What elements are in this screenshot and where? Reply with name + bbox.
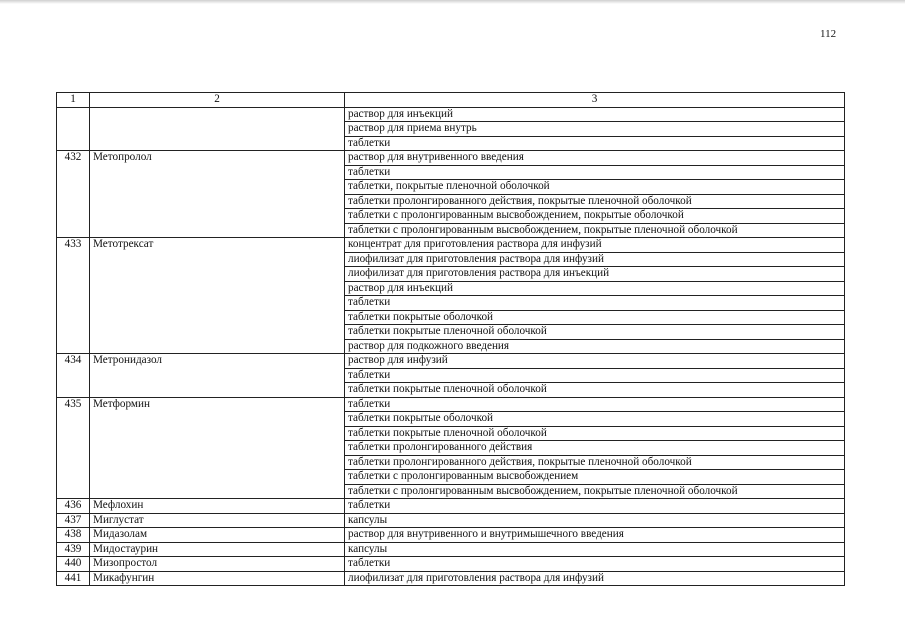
dosage-form: раствор для инфузий xyxy=(345,354,845,369)
dosage-form: таблетки xyxy=(345,136,845,151)
dosage-form: раствор для приема внутрь xyxy=(345,122,845,137)
drug-number: 435 xyxy=(57,397,90,499)
dosage-form: таблетки xyxy=(345,499,845,514)
table-row xyxy=(57,557,845,572)
dosage-form: раствор для инъекций xyxy=(345,107,845,122)
table-row xyxy=(57,528,845,543)
drug-table xyxy=(56,92,845,586)
dosage-form: лиофилизат для приготовления раствора для инфузий xyxy=(345,571,845,586)
drug-name: Метформин xyxy=(90,397,345,499)
dosage-form: таблетки, покрытые пленочной оболочкой xyxy=(345,180,845,195)
drug-name: Микафунгин xyxy=(90,571,345,586)
header-col-3: 3 xyxy=(345,93,845,108)
table-row xyxy=(57,542,845,557)
drug-number: 440 xyxy=(57,557,90,572)
table-row xyxy=(57,151,845,166)
table-row xyxy=(57,397,845,412)
dosage-form: таблетки покрытые оболочкой xyxy=(345,310,845,325)
dosage-form: таблетки покрытые пленочной оболочкой xyxy=(345,426,845,441)
dosage-form: таблетки с пролонгированным высвобождением, покрытые оболочкой xyxy=(345,209,845,224)
drug-name: Метотрексат xyxy=(90,238,345,354)
dosage-form: капсулы xyxy=(345,513,845,528)
drug-name: Миглустат xyxy=(90,513,345,528)
header-col-1: 1 xyxy=(57,93,90,108)
dosage-form: таблетки пролонгированного действия, покрытые пленочной оболочкой xyxy=(345,194,845,209)
drug-number: 436 xyxy=(57,499,90,514)
drug-number: 441 xyxy=(57,571,90,586)
dosage-form: таблетки с пролонгированным высвобождением, покрытые пленочной оболочкой xyxy=(345,484,845,499)
dosage-form: таблетки покрытые оболочкой xyxy=(345,412,845,427)
drug-name: Метопролол xyxy=(90,151,345,238)
dosage-form: таблетки xyxy=(345,296,845,311)
drug-name: Мизопростол xyxy=(90,557,345,572)
dosage-form: таблетки xyxy=(345,557,845,572)
dosage-form: таблетки покрытые пленочной оболочкой xyxy=(345,325,845,340)
drug-number: 437 xyxy=(57,513,90,528)
table-row xyxy=(57,499,845,514)
scan-edge xyxy=(0,0,905,4)
table-row xyxy=(57,513,845,528)
dosage-form: раствор для подкожного введения xyxy=(345,339,845,354)
header-col-2: 2 xyxy=(90,93,345,108)
table-row xyxy=(57,238,845,253)
table-row xyxy=(57,354,845,369)
dosage-form: таблетки пролонгированного действия xyxy=(345,441,845,456)
dosage-form: концентрат для приготовления раствора для инфузий xyxy=(345,238,845,253)
drug-name: Мидазолам xyxy=(90,528,345,543)
drug-name: Мидостаурин xyxy=(90,542,345,557)
dosage-form: таблетки xyxy=(345,165,845,180)
drug-number xyxy=(57,107,90,151)
page-number: 112 xyxy=(820,28,837,40)
table-body xyxy=(57,107,845,586)
drug-number: 434 xyxy=(57,354,90,398)
table-row xyxy=(57,571,845,586)
dosage-form: таблетки покрытые пленочной оболочкой xyxy=(345,383,845,398)
dosage-form: таблетки xyxy=(345,397,845,412)
drug-name: Метронидазол xyxy=(90,354,345,398)
dosage-form: лиофилизат для приготовления раствора для инфузий xyxy=(345,252,845,267)
drug-name xyxy=(90,107,345,151)
drug-number: 432 xyxy=(57,151,90,238)
dosage-form: лиофилизат для приготовления раствора для инъекций xyxy=(345,267,845,282)
dosage-form: таблетки xyxy=(345,368,845,383)
table-row xyxy=(57,107,845,122)
dosage-form: раствор для инъекций xyxy=(345,281,845,296)
dosage-form: таблетки с пролонгированным высвобождением xyxy=(345,470,845,485)
dosage-form: таблетки пролонгированного действия, покрытые пленочной оболочкой xyxy=(345,455,845,470)
dosage-form: капсулы xyxy=(345,542,845,557)
header-row xyxy=(57,93,845,108)
dosage-form: раствор для внутривенного и внутримышечного введения xyxy=(345,528,845,543)
dosage-form: таблетки с пролонгированным высвобождением, покрытые пленочной оболочкой xyxy=(345,223,845,238)
drug-number: 438 xyxy=(57,528,90,543)
drug-name: Мефлохин xyxy=(90,499,345,514)
dosage-form: раствор для внутривенного введения xyxy=(345,151,845,166)
drug-number: 433 xyxy=(57,238,90,354)
drug-number: 439 xyxy=(57,542,90,557)
